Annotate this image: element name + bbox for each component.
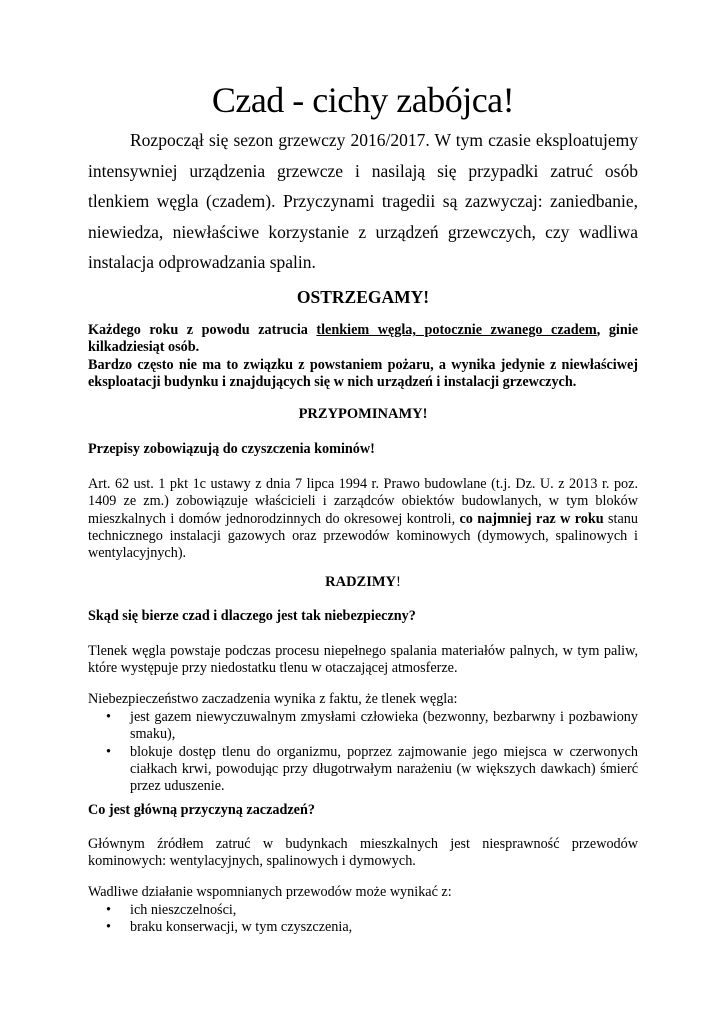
list-item: • ich nieszczelności, — [106, 902, 237, 918]
bullet-icon: • — [106, 743, 111, 760]
law-emphasis: co najmniej raz w roku — [459, 510, 604, 527]
regulation-subheading: Przepisy zobowiązują do czyszczenia kominów! — [88, 441, 375, 457]
heading-ostrzegamy: OSTRZEGAMY! — [296, 287, 430, 307]
heading-radzimy: RADZIMY! — [325, 574, 401, 590]
document-title: Czad - cichy zabójca! — [211, 80, 515, 120]
warning-paragraph-1: Każdego roku z powodu zatrucia tlenkiem węgla, potocznie zwanego czadem, ginie kilkadziesiąt osób. — [88, 322, 638, 356]
co-underlined-phrase: tlenkiem węgla, potocznie zwanego czadem — [316, 322, 597, 338]
law-paragraph: Art. 62 ust. 1 pkt 1c ustawy z dnia 7 lipca 1994 r. Prawo budowlane (t.j. Dz. U. z 2013 r. poz. 1409 ze zm.) zobowiązuje właścicieli i zarządców obiektów budowlanych, w tym bloków mieszkalnych i domów jednorodzinnych do okresowej kontroli, co najmniej raz w roku stanu technicznego instalacji gazowych oraz przewodów kominowych (dymowych, spalinowych i wentylacyjnych). — [88, 476, 638, 562]
intro-text: Rozpoczął się sezon grzewczy 2016/2017. W tym czasie eksploatujemy intensywniej urządzenia grzewcze i nasilają się przypadki zatruć osób tlenkiem węgla (czadem). Przyczynami tragedii są zazwyczaj: zaniedbanie, niewiedza, niewłaściwe korzystanie z urządzeń grzewczych, czy wadliwa instalacja odprowadzania spalin. — [88, 130, 638, 272]
question-1: Skąd się bierze czad i dlaczego jest tak niebezpieczny? — [88, 608, 416, 624]
bullet-icon: • — [106, 902, 111, 918]
faulty-intro: Wadliwe działanie wspomnianych przewodów może wynikać z: — [88, 884, 452, 900]
bullet-icon: • — [106, 919, 111, 936]
list-item: • blokuje dostęp tlenu do organizmu, poprzez zajmowanie jego miejsca w czerwonych ciałkach krwi, powodując przy długotrwałym narażeniu (w większych dawkach) śmierć przez uduszenie. — [106, 743, 638, 795]
faulty-list — [88, 902, 638, 937]
answer-2: Głównym źródłem zatruć w budynkach mieszkalnych jest niesprawność przewodów kominowych: wentylacyjnych, spalinowych i dymowych. — [88, 836, 638, 870]
danger-list — [88, 709, 638, 795]
question-2: Co jest główną przyczyną zaczadzeń? — [88, 802, 315, 818]
heading-przypominamy: PRZYPOMINAMY! — [298, 406, 428, 422]
warning-paragraph-2: Bardzo często nie ma to związku z powstaniem pożaru, a wynika jedynie z niewłaściwej eksploatacji budynku i znajdujących się w nich urządzeń i instalacji grzewczych. — [88, 357, 638, 391]
answer-1: Tlenek węgla powstaje podczas procesu niepełnego spalania materiałów palnych, w tym paliw, które występuje przy niedostatku tlenu w otaczającej atmosferze. — [88, 643, 638, 677]
bullet-icon: • — [106, 709, 111, 725]
intro-paragraph — [88, 125, 638, 278]
list-item: • braku konserwacji, w tym czyszczenia, — [106, 919, 353, 936]
danger-intro: Niebezpieczeństwo zaczadzenia wynika z faktu, że tlenek węgla: — [88, 691, 458, 707]
list-item: • jest gazem niewyczuwalnym zmysłami człowieka (bezwonny, bezbarwny i pozbawiony smaku), — [106, 709, 638, 743]
